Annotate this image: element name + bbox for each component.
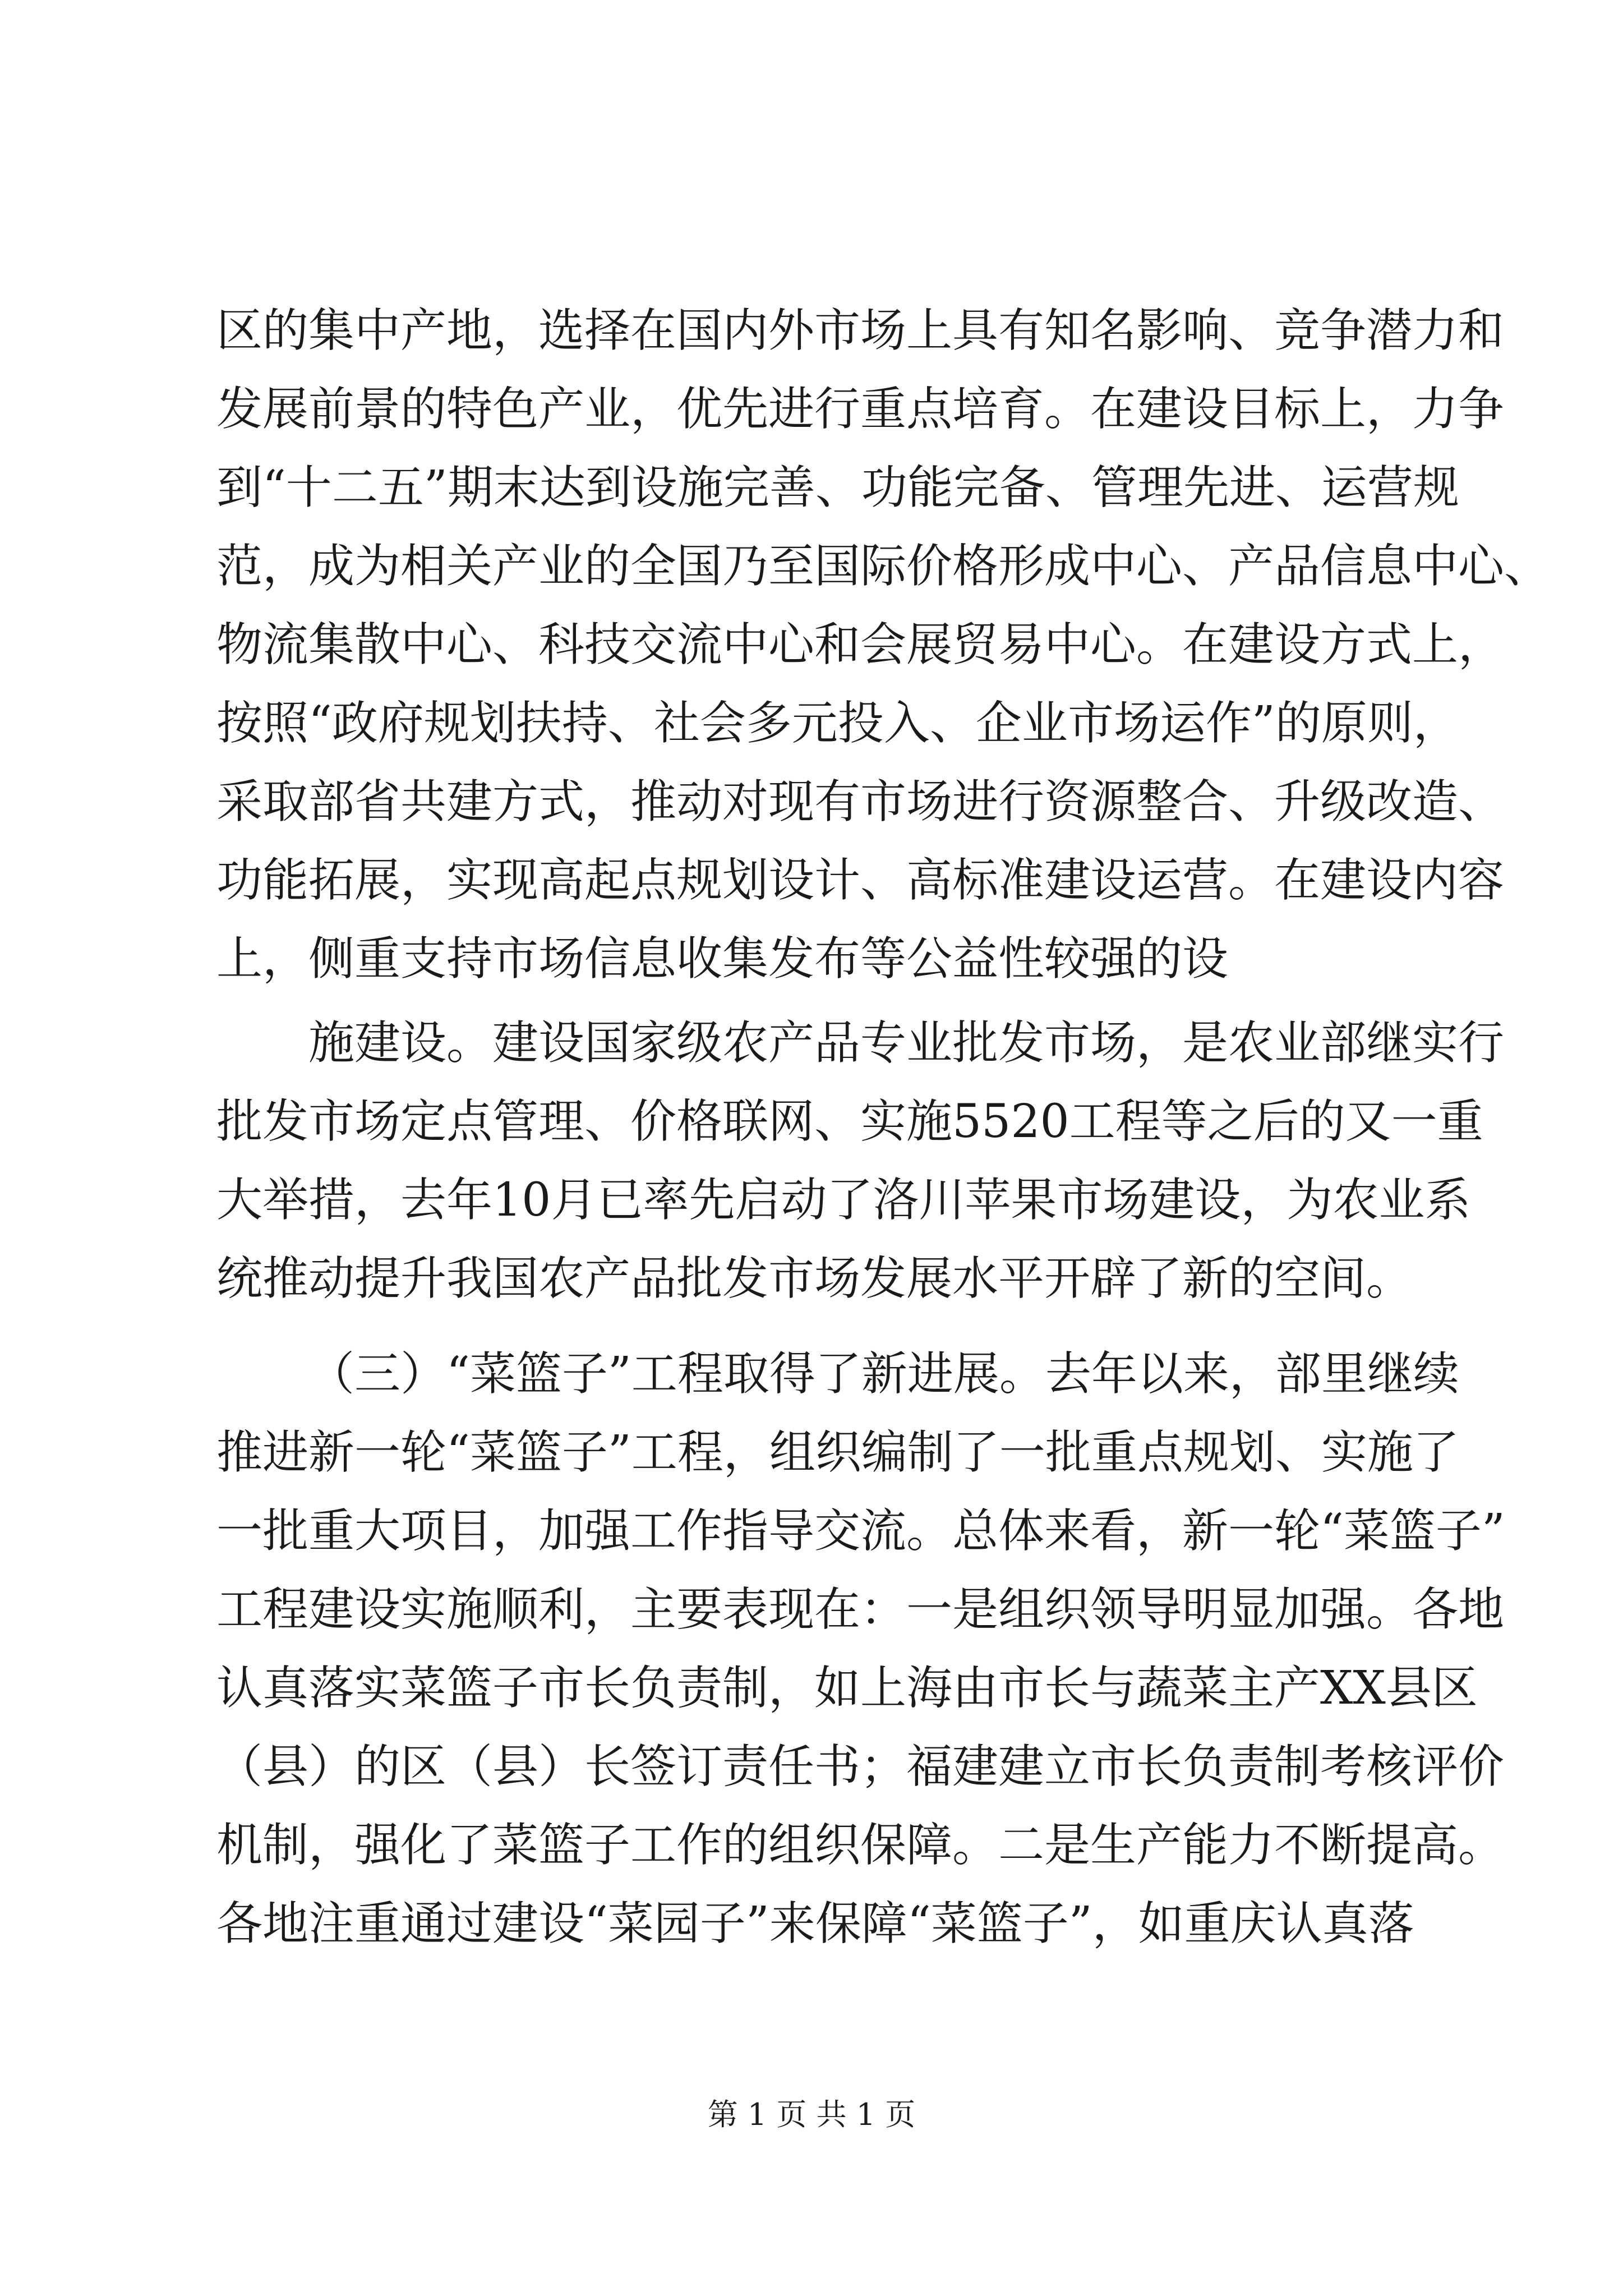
text-line: 批发市场定点管理、价格联网、实施5520工程等之后的又一重 xyxy=(216,1095,1483,1148)
text-line: 各地注重通过建设“菜园子”来保障“菜篮子”，如重庆认真落 xyxy=(216,1897,1414,1950)
text-line: 推进新一轮“菜篮子”工程，组织编制了一批重点规划、实施了 xyxy=(216,1426,1459,1479)
text-line: 认真落实菜篮子市长负责制，如上海由市长与蔬菜主产XX县区 xyxy=(216,1662,1478,1715)
text-line: 采取部省共建方式，推动对现有市场进行资源整合、升级改造、 xyxy=(216,775,1505,829)
text-line: 功能拓展，实现高起点规划设计、高标准建设运营。在建设内容 xyxy=(216,854,1505,907)
text-line: 统推动提升我国农产品批发市场发展水平开辟了新的空间。 xyxy=(216,1252,1413,1305)
text-line: 到“十二五”期末达到设施完善、功能完备、管理先进、运营规 xyxy=(216,461,1459,514)
text-line: （县）的区（县）长签订责任书；福建建立市长负责制考核评价 xyxy=(216,1740,1505,1793)
text-line: 机制，强化了菜篮子工作的组织保障。二是生产能力不断提高。 xyxy=(216,1819,1505,1872)
page-footer: 第 1 页 共 1 页 xyxy=(707,2097,916,2132)
text-line: 区的集中产地，选择在国内外市场上具有知名影响、竞争潜力和 xyxy=(216,304,1505,357)
paragraph-first-line: 施建设。建设国家级农产品专业批发市场，是农业部继实行 xyxy=(308,1016,1505,1070)
text-line: 发展前景的特色产业，优先进行重点培育。在建设目标上，力争 xyxy=(216,383,1505,436)
text-line: 一批重大项目，加强工作指导交流。总体来看，新一轮“菜篮子” xyxy=(216,1504,1505,1558)
text-line: 按照“政府规划扶持、社会多元投入、企业市场运作”的原则， xyxy=(216,697,1459,750)
text-line: 物流集散中心、科技交流中心和会展贸易中心。在建设方式上， xyxy=(216,618,1505,671)
section-heading-line: （三）“菜篮子”工程取得了新进展。去年以来，部里继续 xyxy=(308,1347,1459,1401)
text-line: 工程建设实施顺利，主要表现在：一是组织领导明显加强。各地 xyxy=(216,1583,1505,1636)
text-line: 范，成为相关产业的全国乃至国际价格形成中心、产品信息中心、 xyxy=(216,540,1551,593)
text-line: 大举措，去年10月已率先启动了洛川苹果市场建设，为农业系 xyxy=(216,1174,1471,1227)
text-line: 上，侧重支持市场信息收集发布等公益性较强的设 xyxy=(216,932,1229,986)
